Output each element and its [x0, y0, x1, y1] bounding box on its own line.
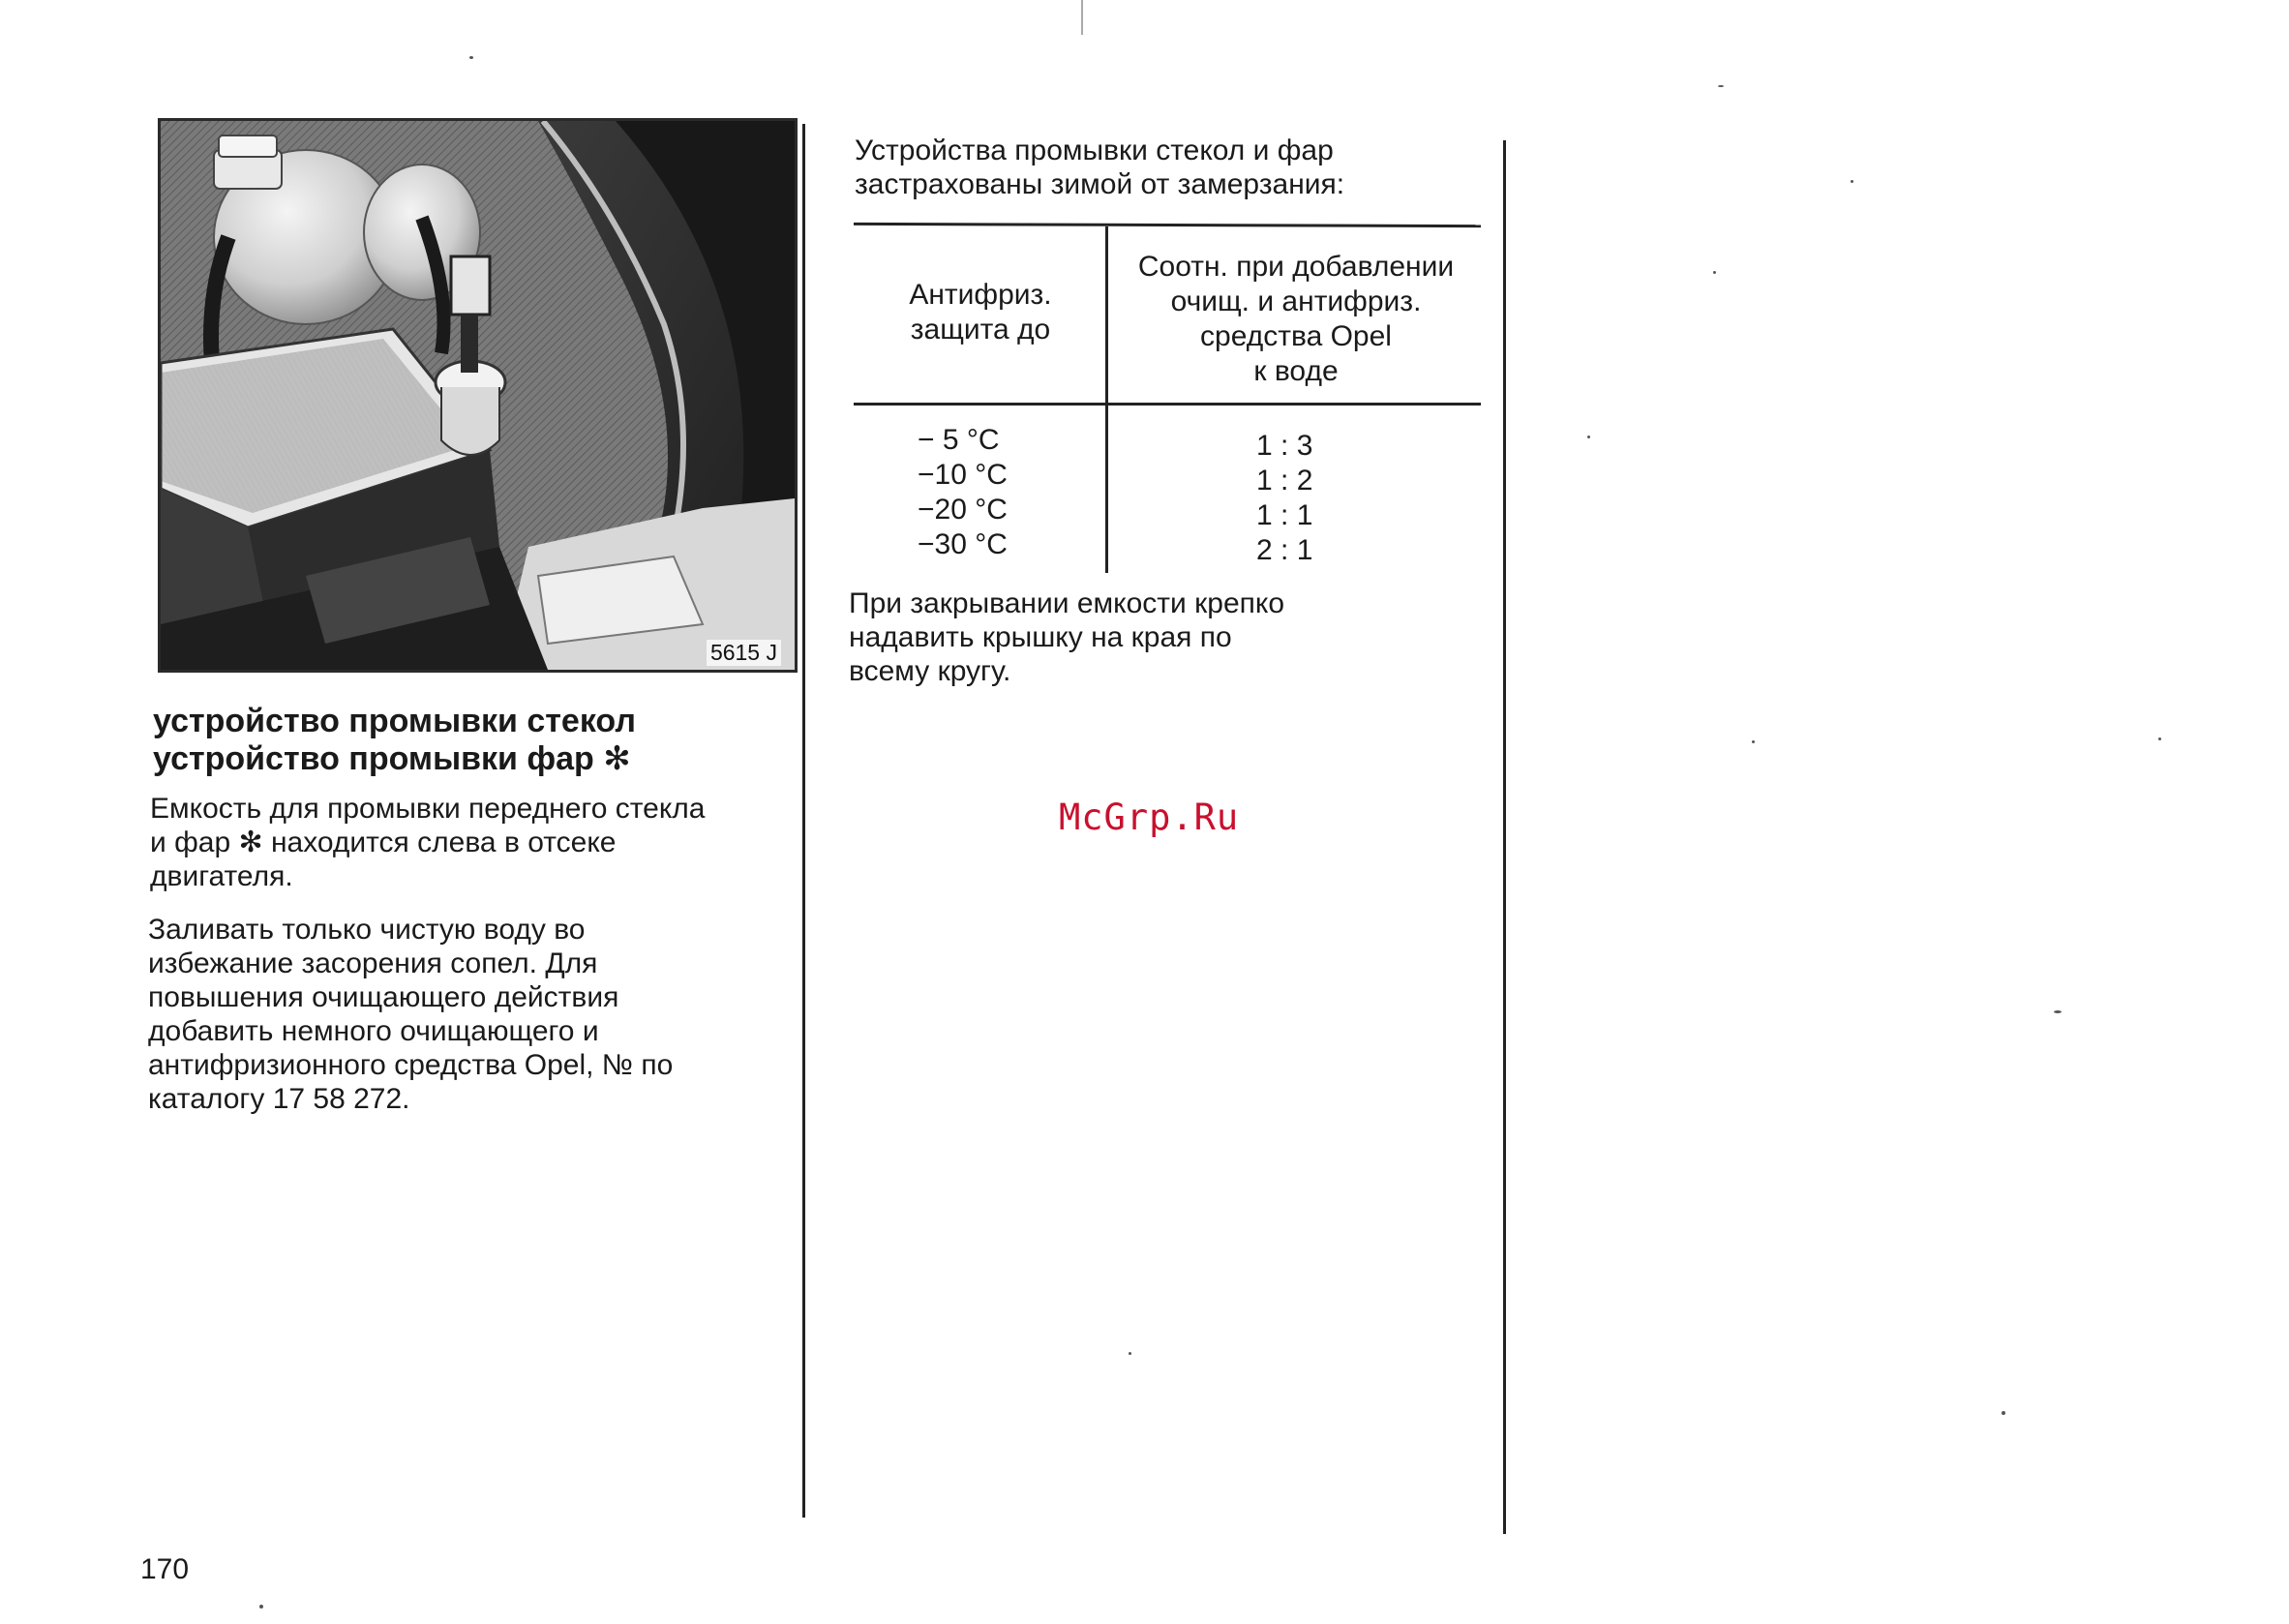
paragraph-antifreeze-intro: Устройства промывки стекол и фар застрахованы зимой от замерзания:	[855, 135, 1345, 200]
table-header-ratio: Соотн. при добавлении очищ. и антифриз. средства Opel к воде	[1137, 251, 1455, 387]
table-cell-ratio: 1 : 1	[1256, 499, 1313, 531]
scan-speck	[2054, 1010, 2062, 1013]
scan-speck	[2158, 737, 2161, 740]
heading-windshield-washer: устройство промывки стекол	[153, 703, 636, 739]
scan-speck	[469, 56, 473, 59]
scan-speck	[2002, 1411, 2005, 1415]
scan-mark	[1081, 0, 1083, 35]
scan-speck	[1752, 740, 1755, 743]
column-divider-right	[1503, 140, 1506, 1534]
table-cell-temp: −30 °C	[918, 528, 1008, 560]
heading-headlight-washer	[153, 740, 631, 777]
scan-speck	[1718, 85, 1724, 87]
table-column-temperatures	[918, 423, 1092, 562]
table-header-antifreeze: Антифриз. защита до	[909, 279, 1052, 346]
engine-bay-illustration	[161, 121, 795, 670]
scan-speck	[1587, 436, 1590, 438]
table-column-ratios	[1256, 429, 1372, 568]
table-column-rule	[1105, 226, 1108, 573]
table-top-rule	[854, 223, 1481, 227]
column-divider-left	[802, 124, 805, 1518]
table-cell-ratio: 2 : 1	[1256, 534, 1313, 566]
scan-speck	[1851, 180, 1853, 183]
table-cell-temp: −10 °C	[918, 459, 1008, 491]
heading-headlight-washer-text: устройство промывки фар	[153, 740, 594, 777]
optional-equipment-icon: ✻	[603, 740, 631, 777]
table-cell-temp: −20 °C	[918, 494, 1008, 526]
scan-speck	[259, 1605, 263, 1609]
table-header-rule	[854, 403, 1481, 406]
page-number: 170	[140, 1553, 190, 1585]
engine-bay-photo	[158, 118, 798, 673]
table-cell-ratio: 1 : 2	[1256, 465, 1313, 496]
table-cell-ratio: 1 : 3	[1256, 430, 1313, 462]
paragraph-reservoir-location: Емкость для промывки переднего стекла и фар ✻ находится слева в отсеке двигателя.	[150, 793, 706, 892]
paragraph-fill-instructions: Заливать только чистую воду во избежание засорения сопел. Для повышения очищающего действия добавить немного очищающего и антифризионного средства Opel, № по каталогу 17 58 272.	[148, 914, 674, 1115]
paragraph-cap-closing-note: При закрывании емкости крепко надавить крышку на края по всему кругу.	[849, 587, 1285, 687]
table-cell-temp: − 5 °C	[918, 424, 1000, 456]
photo-code-label: 5615 J	[707, 640, 781, 666]
scan-speck	[1713, 271, 1716, 274]
scan-speck	[1129, 1352, 1131, 1355]
watermark: McGrp.Ru	[1059, 797, 1240, 838]
